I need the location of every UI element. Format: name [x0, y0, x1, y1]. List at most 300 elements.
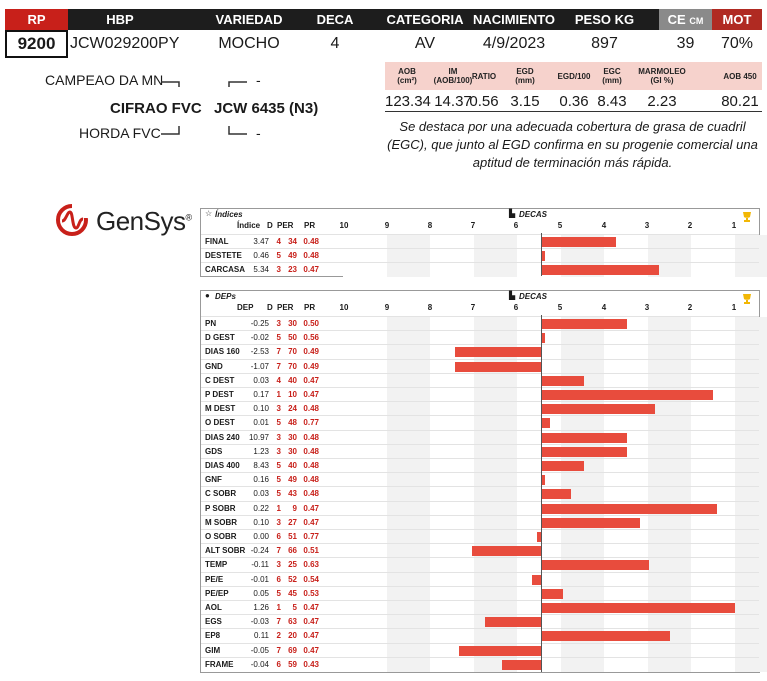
- grid-cell: [604, 249, 648, 263]
- grid-cell: [735, 615, 767, 629]
- row-deca: 2: [276, 631, 281, 641]
- grid-cell: [343, 459, 387, 473]
- grid-cell: [648, 644, 692, 658]
- row-label: FRAME: [205, 659, 234, 669]
- row-per: 66: [288, 546, 297, 556]
- categoria-header: CATEGORIA: [386, 12, 464, 27]
- decas-title: DECAS: [519, 210, 548, 219]
- row-value: 1.26: [253, 603, 269, 612]
- grid-cell: [648, 360, 692, 374]
- grid-cell: [561, 573, 605, 587]
- row-label: DIAS 240: [205, 432, 240, 442]
- col-header-0: Índice: [237, 221, 261, 230]
- deca-bar: [541, 489, 571, 499]
- deca-bar: [472, 546, 541, 556]
- variedad-value: MOCHO: [218, 35, 280, 52]
- grid-cell: [343, 331, 387, 345]
- table-row: [201, 529, 759, 544]
- row-per: 63: [288, 617, 297, 627]
- grid-cell: [735, 416, 767, 430]
- grid-cell: [474, 601, 518, 615]
- grid-cell: [474, 402, 518, 416]
- grid-cell: [735, 544, 767, 558]
- categoria-value: AV: [414, 35, 436, 52]
- grid-cell: [648, 249, 692, 263]
- grid-cell: [430, 516, 474, 530]
- row-deca: 7: [276, 347, 281, 357]
- deca-bar: [541, 504, 717, 514]
- table-row: [201, 248, 759, 263]
- row-deca: 4: [276, 375, 281, 385]
- grid-cell: [343, 374, 387, 388]
- col-header-2: PER: [277, 303, 294, 312]
- row-deca: 5: [276, 333, 281, 343]
- grid-cell: [691, 558, 735, 572]
- metric-header-4: EGD/100: [557, 71, 591, 81]
- mot-header: MOT: [722, 12, 752, 27]
- row-value: 0.03: [253, 375, 269, 385]
- row-label: O SOBR: [205, 532, 237, 541]
- row-label: O DEST: [205, 418, 235, 428]
- grid-cell: [343, 601, 387, 615]
- row-value: 8.43: [253, 461, 269, 470]
- grid-cell: [343, 388, 387, 402]
- grid-cell: [387, 601, 431, 615]
- grid-cell: [474, 388, 518, 402]
- grid-cell: [474, 374, 518, 388]
- deca-label-6: 6: [513, 221, 519, 230]
- row-per: 5: [292, 603, 297, 612]
- grid-cell: [387, 516, 431, 530]
- row-label: EGS: [205, 617, 222, 627]
- row-label: P DEST: [205, 390, 234, 399]
- table-row: [201, 472, 759, 487]
- peso-header: PESO KG: [574, 12, 635, 27]
- grid-cell: [387, 573, 431, 587]
- grid-cell: [735, 317, 767, 331]
- row-label: PE/EP: [205, 588, 229, 598]
- deca-bar: [455, 347, 541, 357]
- metric-header-3: EGD (mm): [515, 67, 535, 85]
- row-value: 1.23: [253, 446, 269, 456]
- hbp-value: JCW029200PY: [70, 35, 180, 52]
- table-row: [201, 330, 759, 345]
- row-pr: 0.47: [303, 265, 319, 274]
- row-value: 0.22: [253, 503, 269, 513]
- grid-cell: [430, 249, 474, 263]
- grid-cell: [343, 445, 387, 459]
- deca-header: DECA: [316, 12, 354, 27]
- grid-cell: [648, 374, 692, 388]
- row-value: 0.11: [254, 631, 269, 641]
- metric-header-0: AOB (cm²): [397, 67, 417, 85]
- metrics-divider: [385, 111, 762, 112]
- grid-cell: [430, 235, 474, 249]
- row-pr: 0.50: [303, 319, 319, 328]
- table-row: [201, 415, 759, 430]
- drop-icon: ●: [205, 291, 210, 300]
- grid-cell: [648, 459, 692, 473]
- deca-bar: [541, 631, 670, 641]
- row-pr: 0.48: [303, 404, 319, 414]
- deca-label-2: 2: [687, 221, 693, 230]
- row-label: M DEST: [205, 404, 236, 414]
- grid-cell: [648, 558, 692, 572]
- row-label: GDS: [205, 446, 223, 456]
- row-deca: 3: [276, 432, 281, 442]
- grid-cell: [604, 587, 648, 601]
- grid-cell: [604, 459, 648, 473]
- grid-cell: [735, 445, 767, 459]
- grid-cell: [343, 249, 387, 263]
- grid-cell: [561, 530, 605, 544]
- table-row: [201, 600, 759, 615]
- metric-value-7: 80.21: [721, 93, 759, 110]
- grid-cell: [561, 644, 605, 658]
- ce-value: 39: [676, 35, 695, 52]
- grid-cell: [343, 530, 387, 544]
- grid-cell: [561, 345, 605, 359]
- row-pr: 0.47: [303, 631, 319, 641]
- grid-cell: [430, 445, 474, 459]
- row-pr: 0.54: [303, 574, 319, 584]
- row-label: D GEST: [205, 333, 235, 343]
- chart-icon: ▙: [509, 209, 516, 218]
- deca-bar: [541, 560, 649, 570]
- row-pr: 0.47: [303, 390, 319, 399]
- row-deca: 5: [276, 461, 281, 470]
- grid-cell: [604, 658, 648, 672]
- grid-cell: [691, 487, 735, 501]
- row-value: 3.47: [253, 237, 269, 246]
- deca-label-9: 9: [384, 221, 390, 230]
- grid-cell: [430, 544, 474, 558]
- gensys-logo-icon: [56, 204, 92, 236]
- grid-cell: [648, 587, 692, 601]
- grid-cell: [561, 658, 605, 672]
- grid-cell: [387, 502, 431, 516]
- grid-cell: [604, 644, 648, 658]
- grid-cell: [691, 445, 735, 459]
- grid-cell: [735, 573, 767, 587]
- deca-label-3: 3: [644, 303, 650, 312]
- grid-cell: [430, 530, 474, 544]
- metric-value-1: 14.37: [434, 93, 472, 110]
- row-deca: 5: [276, 588, 281, 598]
- grid-cell: [430, 487, 474, 501]
- table-row: [201, 430, 759, 445]
- row-label: TEMP: [205, 560, 228, 570]
- row-pr: 0.51: [303, 546, 319, 556]
- grid-cell: [691, 587, 735, 601]
- row-deca: 7: [276, 546, 281, 556]
- row-value: 0.00: [253, 532, 269, 541]
- grid-cell: [430, 658, 474, 672]
- table-row: [201, 401, 759, 416]
- table-row: [201, 486, 759, 501]
- row-per: 70: [288, 347, 297, 357]
- grid-cell: [561, 249, 605, 263]
- grid-cell: [430, 459, 474, 473]
- table-row: [201, 344, 759, 359]
- grid-cell: [387, 658, 431, 672]
- grid-cell: [735, 360, 767, 374]
- deca-bar: [541, 589, 563, 599]
- grid-cell: [387, 473, 431, 487]
- chart-icon: ▙: [509, 291, 516, 300]
- grid-cell: [430, 374, 474, 388]
- row-pr: 0.56: [303, 333, 319, 343]
- row-per: 51: [288, 532, 297, 541]
- metric-value-3: 3.15: [510, 93, 540, 110]
- metric-header-6: MARMOLEO (GI %): [638, 67, 686, 85]
- nacimiento-header: NACIMIENTO: [472, 12, 556, 27]
- grid-cell: [430, 601, 474, 615]
- metric-header-1: IM (AOB/100): [433, 67, 473, 85]
- grid-cell: [691, 473, 735, 487]
- grid-cell: [387, 331, 431, 345]
- grid-cell: [735, 587, 767, 601]
- row-pr: 0.47: [303, 503, 319, 513]
- grid-cell: [691, 263, 735, 277]
- grid-cell: [691, 402, 735, 416]
- row-pr: 0.48: [303, 461, 319, 470]
- row-label: PE/E: [205, 574, 224, 584]
- metric-header-2: RATIO: [471, 71, 497, 81]
- grid-cell: [387, 374, 431, 388]
- grid-cell: [474, 459, 518, 473]
- grid-cell: [430, 558, 474, 572]
- row-pr: 0.63: [303, 560, 319, 570]
- deca-label-4: 4: [601, 221, 607, 230]
- row-label: DIAS 400: [205, 461, 240, 470]
- grid-cell: [474, 629, 518, 643]
- row-deca: 1: [276, 503, 281, 513]
- deca-label-8: 8: [427, 303, 433, 312]
- row-label: FINAL: [205, 237, 229, 246]
- row-per: 23: [288, 265, 297, 274]
- row-pr: 0.47: [303, 617, 319, 627]
- grid-cell: [691, 516, 735, 530]
- grid-cell: [474, 516, 518, 530]
- row-label: ALT SOBR: [205, 546, 246, 556]
- grid-cell: [648, 487, 692, 501]
- row-deca: 5: [276, 489, 281, 499]
- row-per: 69: [288, 645, 297, 655]
- grid-cell: [430, 629, 474, 643]
- table-row: [201, 458, 759, 473]
- grid-cell: [735, 331, 767, 345]
- grid-cell: [387, 644, 431, 658]
- row-pr: 0.77: [303, 532, 319, 541]
- row-label: DESTETE: [205, 251, 242, 260]
- row-pr: 0.49: [303, 347, 319, 357]
- row-value: -0.04: [250, 659, 269, 669]
- row-value: 0.16: [253, 475, 269, 485]
- grid-cell: [343, 402, 387, 416]
- col-header-0: DEP: [237, 303, 254, 312]
- grid-cell: [561, 473, 605, 487]
- row-deca: 3: [276, 560, 281, 570]
- grid-cell: [343, 544, 387, 558]
- pedigree-dam-dam: -: [256, 125, 261, 141]
- description-text: Se destaca por una adecuada cobertura de grasa de cuadril (EGC), que junto al EGD confirma en su progenie comercial una aptitud de terminación más rápida.: [387, 119, 758, 170]
- table-row: [201, 359, 759, 374]
- grid-cell: [735, 530, 767, 544]
- deca-bar: [502, 660, 541, 670]
- grid-cell: [387, 249, 431, 263]
- row-pr: 0.48: [303, 432, 319, 442]
- row-value: 0.10: [253, 517, 269, 527]
- deps-table: [200, 290, 760, 673]
- deca-bar: [541, 319, 627, 329]
- grid-cell: [735, 644, 767, 658]
- grid-cell: [691, 644, 735, 658]
- grid-cell: [387, 487, 431, 501]
- row-deca: 3: [276, 319, 281, 328]
- grid-cell: [561, 615, 605, 629]
- col-header-3: PR: [304, 303, 316, 312]
- grid-cell: [735, 388, 767, 402]
- grid-cell: [474, 235, 518, 249]
- grid-cell: [387, 629, 431, 643]
- row-value: 0.17: [253, 390, 269, 399]
- grid-cell: [604, 360, 648, 374]
- peso-value: 897: [591, 35, 618, 52]
- row-label: M SOBR: [205, 517, 237, 527]
- deca-bar: [541, 237, 616, 247]
- grid-cell: [387, 345, 431, 359]
- deca-bar: [485, 617, 541, 627]
- grid-cell: [430, 573, 474, 587]
- row-per: 40: [288, 461, 297, 470]
- metric-value-6: 2.23: [647, 93, 677, 110]
- row-value: -0.11: [251, 560, 269, 570]
- grid-cell: [691, 544, 735, 558]
- grid-cell: [387, 416, 431, 430]
- deca-bar: [541, 603, 735, 613]
- grid-cell: [561, 360, 605, 374]
- row-deca: 6: [276, 659, 281, 669]
- deca-label-2: 2: [687, 303, 693, 312]
- grid-cell: [735, 558, 767, 572]
- deca-bar: [455, 362, 541, 372]
- deca-label-9: 9: [384, 303, 390, 312]
- row-deca: 3: [276, 517, 281, 527]
- deca-bar: [541, 390, 713, 400]
- grid-cell: [517, 416, 561, 430]
- deca-label-10: 10: [339, 303, 349, 312]
- grid-cell: [343, 644, 387, 658]
- grid-cell: [474, 573, 518, 587]
- grid-cell: [604, 615, 648, 629]
- grid-cell: [430, 263, 474, 277]
- grid-cell: [604, 331, 648, 345]
- grid-cell: [343, 317, 387, 331]
- row-per: 48: [288, 418, 297, 428]
- deca-label-10: 10: [339, 221, 349, 230]
- row-pr: 0.48: [303, 237, 319, 246]
- ce-header: CE CM: [667, 12, 704, 27]
- pedigree-dam-sire: -: [256, 72, 261, 88]
- grid-cell: [343, 473, 387, 487]
- grid-cell: [387, 544, 431, 558]
- grid-cell: [735, 402, 767, 416]
- decas-title: DECAS: [519, 292, 548, 301]
- table-title: Índices: [215, 210, 243, 219]
- row-label: P SOBR: [205, 503, 236, 513]
- grid-cell: [343, 263, 387, 277]
- grid-cell: [691, 374, 735, 388]
- zero-line: [541, 233, 542, 276]
- table-row: [201, 387, 759, 402]
- grid-cell: [430, 388, 474, 402]
- row-value: 10.97: [248, 432, 269, 442]
- grid-cell: [430, 331, 474, 345]
- grid-cell: [387, 360, 431, 374]
- row-value: -0.24: [250, 546, 269, 556]
- metric-header-7: AOB 450: [723, 71, 757, 81]
- grid-cell: [343, 345, 387, 359]
- deca-bar: [541, 447, 627, 457]
- grid-cell: [691, 431, 735, 445]
- grid-cell: [517, 331, 561, 345]
- grid-cell: [691, 629, 735, 643]
- grid-cell: [474, 263, 518, 277]
- row-pr: 0.48: [303, 446, 319, 456]
- row-per: 52: [288, 574, 297, 584]
- grid-cell: [343, 487, 387, 501]
- row-deca: 1: [276, 603, 281, 612]
- row-per: 40: [288, 375, 297, 385]
- col-header-3: PR: [304, 221, 316, 230]
- row-value: -0.03: [250, 617, 269, 627]
- grid-cell: [691, 360, 735, 374]
- metric-value-0: 123.34: [385, 93, 431, 110]
- grid-cell: [387, 459, 431, 473]
- grid-cell: [561, 331, 605, 345]
- grid-cell: [474, 416, 518, 430]
- star-icon: ☆: [205, 209, 213, 218]
- grid-cell: [604, 374, 648, 388]
- grid-cell: [648, 416, 692, 430]
- grid-cell: [648, 235, 692, 249]
- grid-cell: [343, 502, 387, 516]
- row-deca: 7: [276, 645, 281, 655]
- grid-cell: [648, 544, 692, 558]
- row-value: 0.10: [253, 404, 269, 414]
- grid-cell: [735, 235, 767, 249]
- grid-cell: [735, 658, 767, 672]
- grid-cell: [474, 317, 518, 331]
- grid-cell: [735, 502, 767, 516]
- deca-label-8: 8: [427, 221, 433, 230]
- deca-bar: [541, 418, 550, 428]
- row-deca: 7: [276, 361, 281, 371]
- grid-cell: [735, 629, 767, 643]
- grid-cell: [430, 587, 474, 601]
- grid-cell: [343, 573, 387, 587]
- mot-value: 70%: [720, 35, 754, 52]
- deca-label-3: 3: [644, 221, 650, 230]
- grid-cell: [648, 431, 692, 445]
- deca-label-1: 1: [731, 303, 737, 312]
- grid-cell: [561, 544, 605, 558]
- table-row: [201, 657, 759, 672]
- table-row: [201, 234, 759, 249]
- grid-cell: [343, 416, 387, 430]
- grid-cell: [604, 487, 648, 501]
